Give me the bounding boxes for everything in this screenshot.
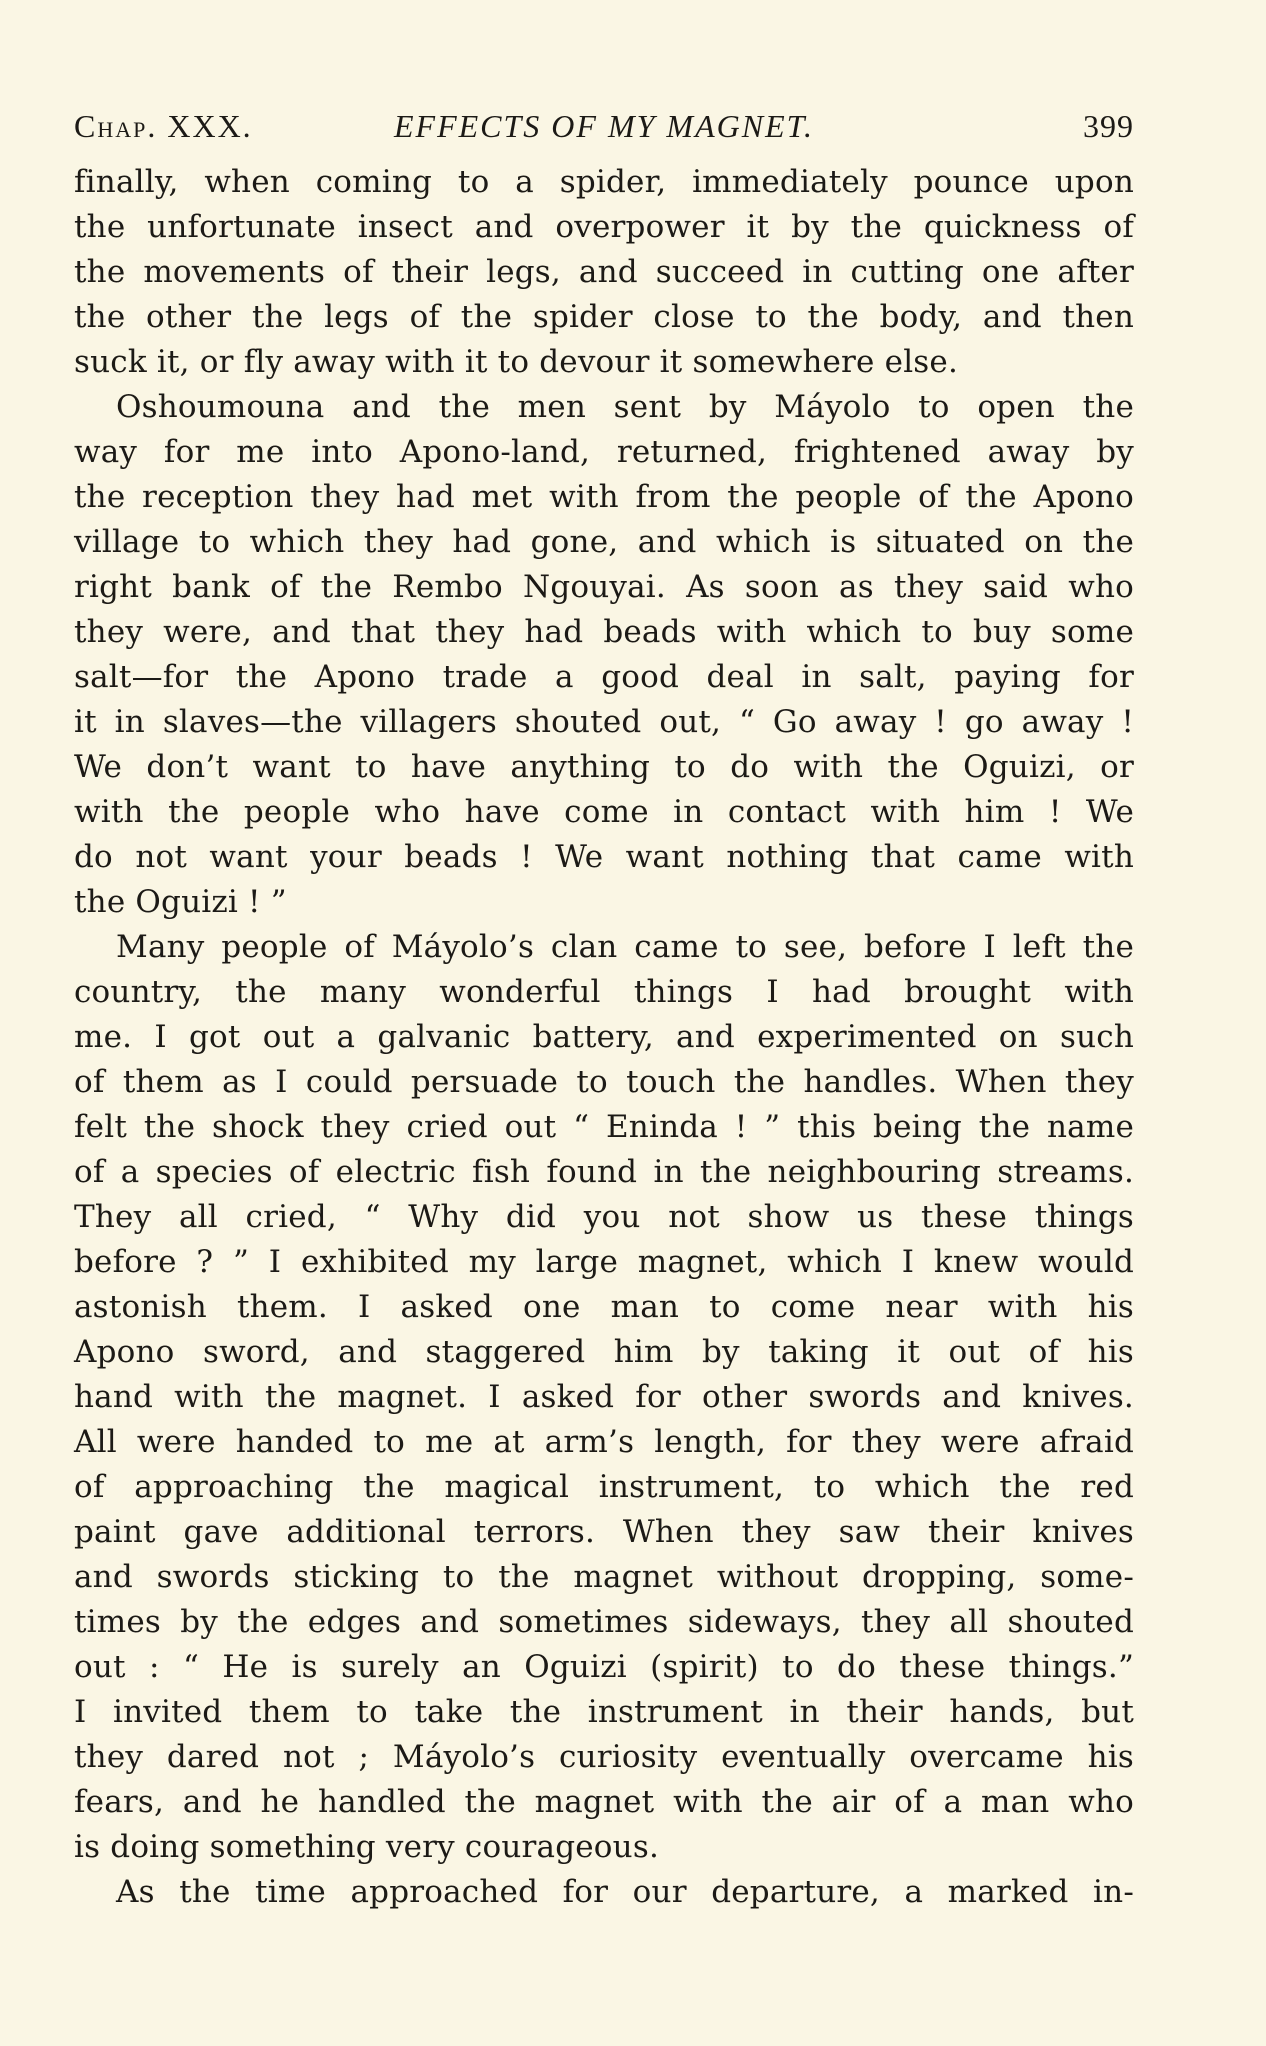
chapter-label: Chap. XXX.	[74, 108, 253, 144]
text-line: right bank of the Rembo Ngouyai. As soon as they said who	[74, 569, 1134, 605]
text-line: of a species of electric fish found in the neighbouring streams.	[74, 1154, 1134, 1190]
text-line: they dared not ; Máyolo’s curiosity eventually overcame his	[74, 1739, 1134, 1775]
text-line: I invited them to take the instrument in their hands, but	[74, 1694, 1134, 1730]
text-line: and swords sticking to the magnet without dropping, some-	[74, 1559, 1134, 1595]
text-line: of approaching the magical instrument, to which the red	[74, 1469, 1134, 1505]
text-line: they were, and that they had beads with which to buy some	[74, 614, 1134, 650]
text-line: finally, when coming to a spider, immediately pounce upon	[74, 164, 1134, 200]
text-line: suck it, or fly away with it to devour it somewhere else.	[74, 344, 959, 380]
text-line: of them as I could persuade to touch the handles. When they	[74, 1064, 1134, 1100]
text-line: Many people of Máyolo’s clan came to see, before I left the	[116, 929, 1134, 965]
text-line: is doing something very courageous.	[74, 1829, 659, 1865]
text-line: the other the legs of the spider close to the body, and then	[74, 299, 1134, 335]
text-line: times by the edges and sometimes sideways, they all shouted	[74, 1604, 1134, 1640]
text-line: the unfortunate insect and overpower it by the quickness of	[74, 209, 1134, 245]
text-line: We don’t want to have anything to do with the Oguizi, or	[74, 749, 1134, 785]
running-title: EFFECTS OF MY MAGNET.	[393, 108, 815, 144]
text-line: They all cried, “ Why did you not show us these things	[74, 1199, 1134, 1235]
body-text	[74, 160, 1134, 1915]
text-line: hand with the magnet. I asked for other swords and knives.	[74, 1379, 1134, 1415]
text-line: country, the many wonderful things I had brought with	[74, 974, 1134, 1010]
text-line: Oshoumouna and the men sent by Máyolo to open the	[116, 389, 1134, 425]
text-line: salt—for the Apono trade a good deal in salt, paying for	[74, 659, 1134, 695]
text-line: the movements of their legs, and succeed in cutting one after	[74, 254, 1134, 290]
text-line: before ? ” I exhibited my large magnet, which I knew would	[74, 1244, 1134, 1280]
page-number: 399	[1083, 108, 1134, 144]
running-head	[74, 108, 1134, 156]
text-line: astonish them. I asked one man to come near with his	[74, 1289, 1134, 1325]
text-line: it in slaves—the villagers shouted out, “ Go away ! go away !	[74, 704, 1134, 740]
text-line: me. I got out a galvanic battery, and experimented on such	[74, 1019, 1134, 1055]
text-line: Apono sword, and staggered him by taking it out of his	[74, 1334, 1134, 1370]
text-line: All were handed to me at arm’s length, for they were afraid	[74, 1424, 1134, 1460]
book-page	[74, 108, 1134, 1915]
text-line: felt the shock they cried out “ Eninda ! ” this being the name	[74, 1109, 1134, 1145]
text-line: with the people who have come in contact with him ! We	[74, 794, 1134, 830]
text-line: the Oguizi ! ”	[74, 884, 287, 920]
text-line: fears, and he handled the magnet with the air of a man who	[74, 1784, 1134, 1820]
text-line: out : “ He is surely an Oguizi (spirit) to do these things.”	[74, 1649, 1134, 1685]
text-line: As the time approached for our departure, a marked in-	[116, 1874, 1134, 1910]
text-line: do not want your beads ! We want nothing that came with	[74, 839, 1134, 875]
text-line: the reception they had met with from the people of the Apono	[74, 479, 1134, 515]
text-line: paint gave additional terrors. When they saw their knives	[74, 1514, 1134, 1550]
text-line: way for me into Apono-land, returned, frightened away by	[74, 434, 1134, 470]
text-line: village to which they had gone, and which is situated on the	[74, 524, 1134, 560]
